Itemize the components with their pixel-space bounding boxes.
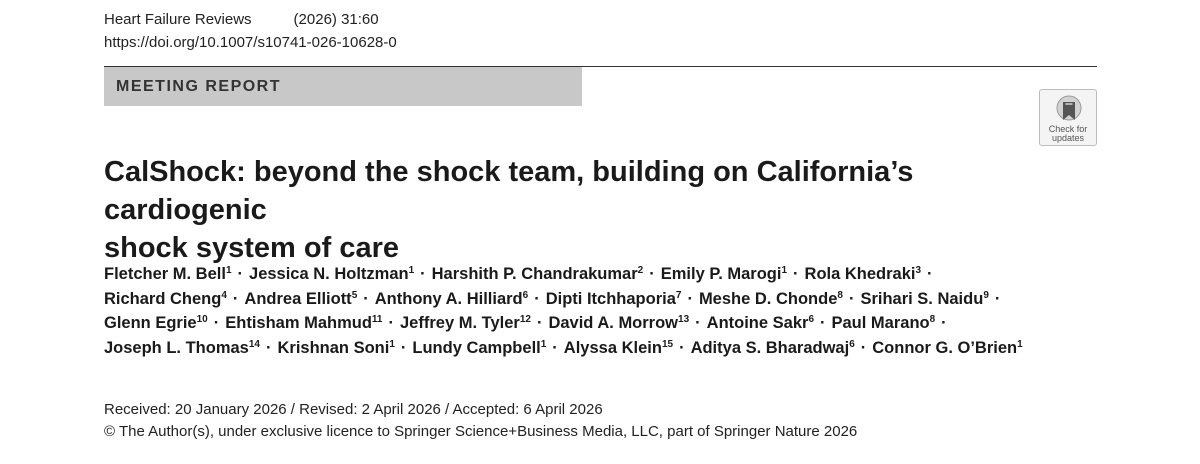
article-dates: Received: 20 January 2026 / Revised: 2 April 2026 / Accepted: 6 April 2026	[104, 401, 603, 418]
affiliation-number: 1	[781, 265, 788, 276]
author-separator: ·	[536, 314, 543, 332]
author-name[interactable]	[661, 265, 787, 283]
author-name-text: Antoine Sakr	[706, 314, 809, 332]
affiliation-number: 5	[351, 289, 358, 301]
author-name-text: Dipti Itchhaporia	[545, 289, 676, 308]
affiliation-number: 2	[637, 265, 644, 276]
article-title	[104, 153, 1044, 267]
author-name-text: Lundy Campbell	[412, 338, 541, 357]
author-name[interactable]	[104, 265, 232, 283]
affiliation-number: 8	[837, 289, 843, 301]
author-name-text: Richard Cheng	[104, 289, 222, 308]
author-name[interactable]	[104, 290, 227, 308]
affiliation-number: 10	[196, 314, 208, 325]
author-separator: ·	[363, 289, 369, 308]
author-name[interactable]	[249, 265, 414, 283]
author-separator: ·	[388, 314, 394, 332]
author-name[interactable]	[860, 290, 988, 308]
author-separator: ·	[237, 265, 244, 283]
author-name-text: Harshith P. Chandrakumar	[431, 265, 638, 283]
author-name-text: Glenn Egrie	[104, 314, 197, 332]
author-separator: ·	[793, 265, 799, 283]
affiliation-number: 15	[661, 338, 674, 350]
crossmark-text-line2: updates	[1051, 133, 1085, 143]
author-name[interactable]	[564, 339, 673, 357]
author-name-text: Paul Marano	[831, 314, 930, 332]
author-separator: ·	[649, 265, 655, 283]
crossmark-text-line1: Check for	[1048, 124, 1088, 134]
author-name[interactable]	[400, 314, 531, 332]
author-name[interactable]	[699, 290, 843, 308]
affiliation-number: 6	[522, 289, 529, 301]
author-name-text: Jeffrey M. Tyler	[400, 314, 520, 332]
author-name[interactable]	[412, 339, 546, 357]
author-separator: ·	[695, 314, 701, 332]
affiliation-number: 11	[371, 314, 383, 325]
affiliation-number: 1	[540, 338, 547, 350]
author-name[interactable]	[707, 314, 814, 332]
author-separator: ·	[534, 289, 540, 308]
article-type-bar	[104, 67, 582, 106]
author-separator: ·	[213, 314, 220, 332]
affiliation-number: 3	[915, 265, 922, 276]
journal-citation	[104, 11, 379, 28]
author-name[interactable]	[805, 265, 922, 283]
author-name-text: Rola Khedraki	[804, 265, 916, 283]
author-name-text: Joseph L. Thomas	[104, 338, 249, 357]
affiliation-number: 1	[389, 338, 395, 350]
crossmark-icon	[1055, 94, 1083, 124]
author-name[interactable]	[432, 265, 644, 283]
affiliation-number: 8	[929, 314, 936, 325]
affiliation-number: 6	[808, 314, 814, 325]
author-separator: ·	[994, 289, 1001, 308]
author-name[interactable]	[872, 339, 1022, 357]
doi-link[interactable]: https://doi.org/10.1007/s10741-026-10628-0	[104, 34, 397, 51]
check-for-updates-badge[interactable]	[1039, 89, 1097, 146]
author-name-text: Emily P. Marogi	[660, 265, 782, 283]
author-name-text: Anthony A. Hilliard	[374, 289, 523, 308]
author-name-text: Jessica N. Holtzman	[249, 265, 409, 283]
affiliation-number: 1	[1017, 338, 1023, 350]
author-separator: ·	[420, 265, 426, 283]
article-title-line1: CalShock: beyond the shock team, building on California’s cardiogenic	[104, 156, 914, 226]
author-name-text: Ehtisham Mahmud	[225, 314, 372, 332]
affiliation-number: 14	[248, 338, 260, 350]
affiliation-number: 1	[225, 265, 232, 276]
author-name-text: Fletcher M. Bell	[104, 265, 226, 283]
copyright-notice: © The Author(s), under exclusive licence to Springer Science+Business Media, LLC, part of Springer Nature 2026	[104, 423, 858, 440]
affiliation-number: 7	[675, 289, 682, 301]
affiliation-number: 13	[678, 314, 690, 325]
article-title-line2: shock system of care	[104, 232, 399, 264]
author-name-text: Krishnan Soni	[277, 338, 390, 357]
affiliation-number: 6	[849, 338, 855, 350]
author-separator: ·	[848, 289, 855, 308]
author-list	[104, 262, 1064, 360]
author-name-text: Srihari S. Naidu	[860, 289, 984, 308]
affiliation-number: 12	[519, 314, 531, 325]
author-name[interactable]	[277, 339, 394, 357]
affiliation-number: 1	[408, 265, 415, 276]
author-separator: ·	[679, 338, 685, 357]
article-type-label: MEETING REPORT	[116, 78, 282, 95]
author-separator: ·	[552, 338, 558, 357]
author-name[interactable]	[548, 314, 689, 332]
author-name[interactable]	[691, 339, 855, 357]
author-separator: ·	[941, 314, 947, 332]
author-name-text: Alyssa Klein	[563, 338, 662, 357]
author-name[interactable]	[225, 314, 382, 332]
author-separator: ·	[232, 289, 239, 308]
author-name-text: David A. Morrow	[548, 314, 679, 332]
author-name[interactable]	[546, 290, 682, 308]
author-separator: ·	[265, 338, 272, 357]
affiliation-number: 4	[221, 289, 227, 301]
author-name[interactable]	[375, 290, 528, 308]
affiliation-number: 9	[983, 289, 989, 301]
author-separator: ·	[860, 338, 867, 357]
journal-volume: (2026) 31:60	[293, 11, 379, 28]
journal-name: Heart Failure Reviews	[104, 11, 252, 28]
author-separator: ·	[820, 314, 826, 332]
author-name[interactable]	[244, 290, 357, 308]
author-separator: ·	[927, 265, 933, 283]
author-name[interactable]	[832, 314, 936, 332]
author-name-text: Meshe D. Chonde	[698, 289, 838, 308]
author-name-text: Aditya S. Bharadwaj	[690, 338, 850, 357]
author-name-text: Andrea Elliott	[244, 289, 352, 308]
author-separator: ·	[687, 289, 693, 308]
author-name-text: Connor G. O’Brien	[872, 338, 1018, 357]
author-separator: ·	[400, 338, 407, 357]
author-name[interactable]	[104, 314, 208, 332]
author-name[interactable]	[104, 339, 260, 357]
